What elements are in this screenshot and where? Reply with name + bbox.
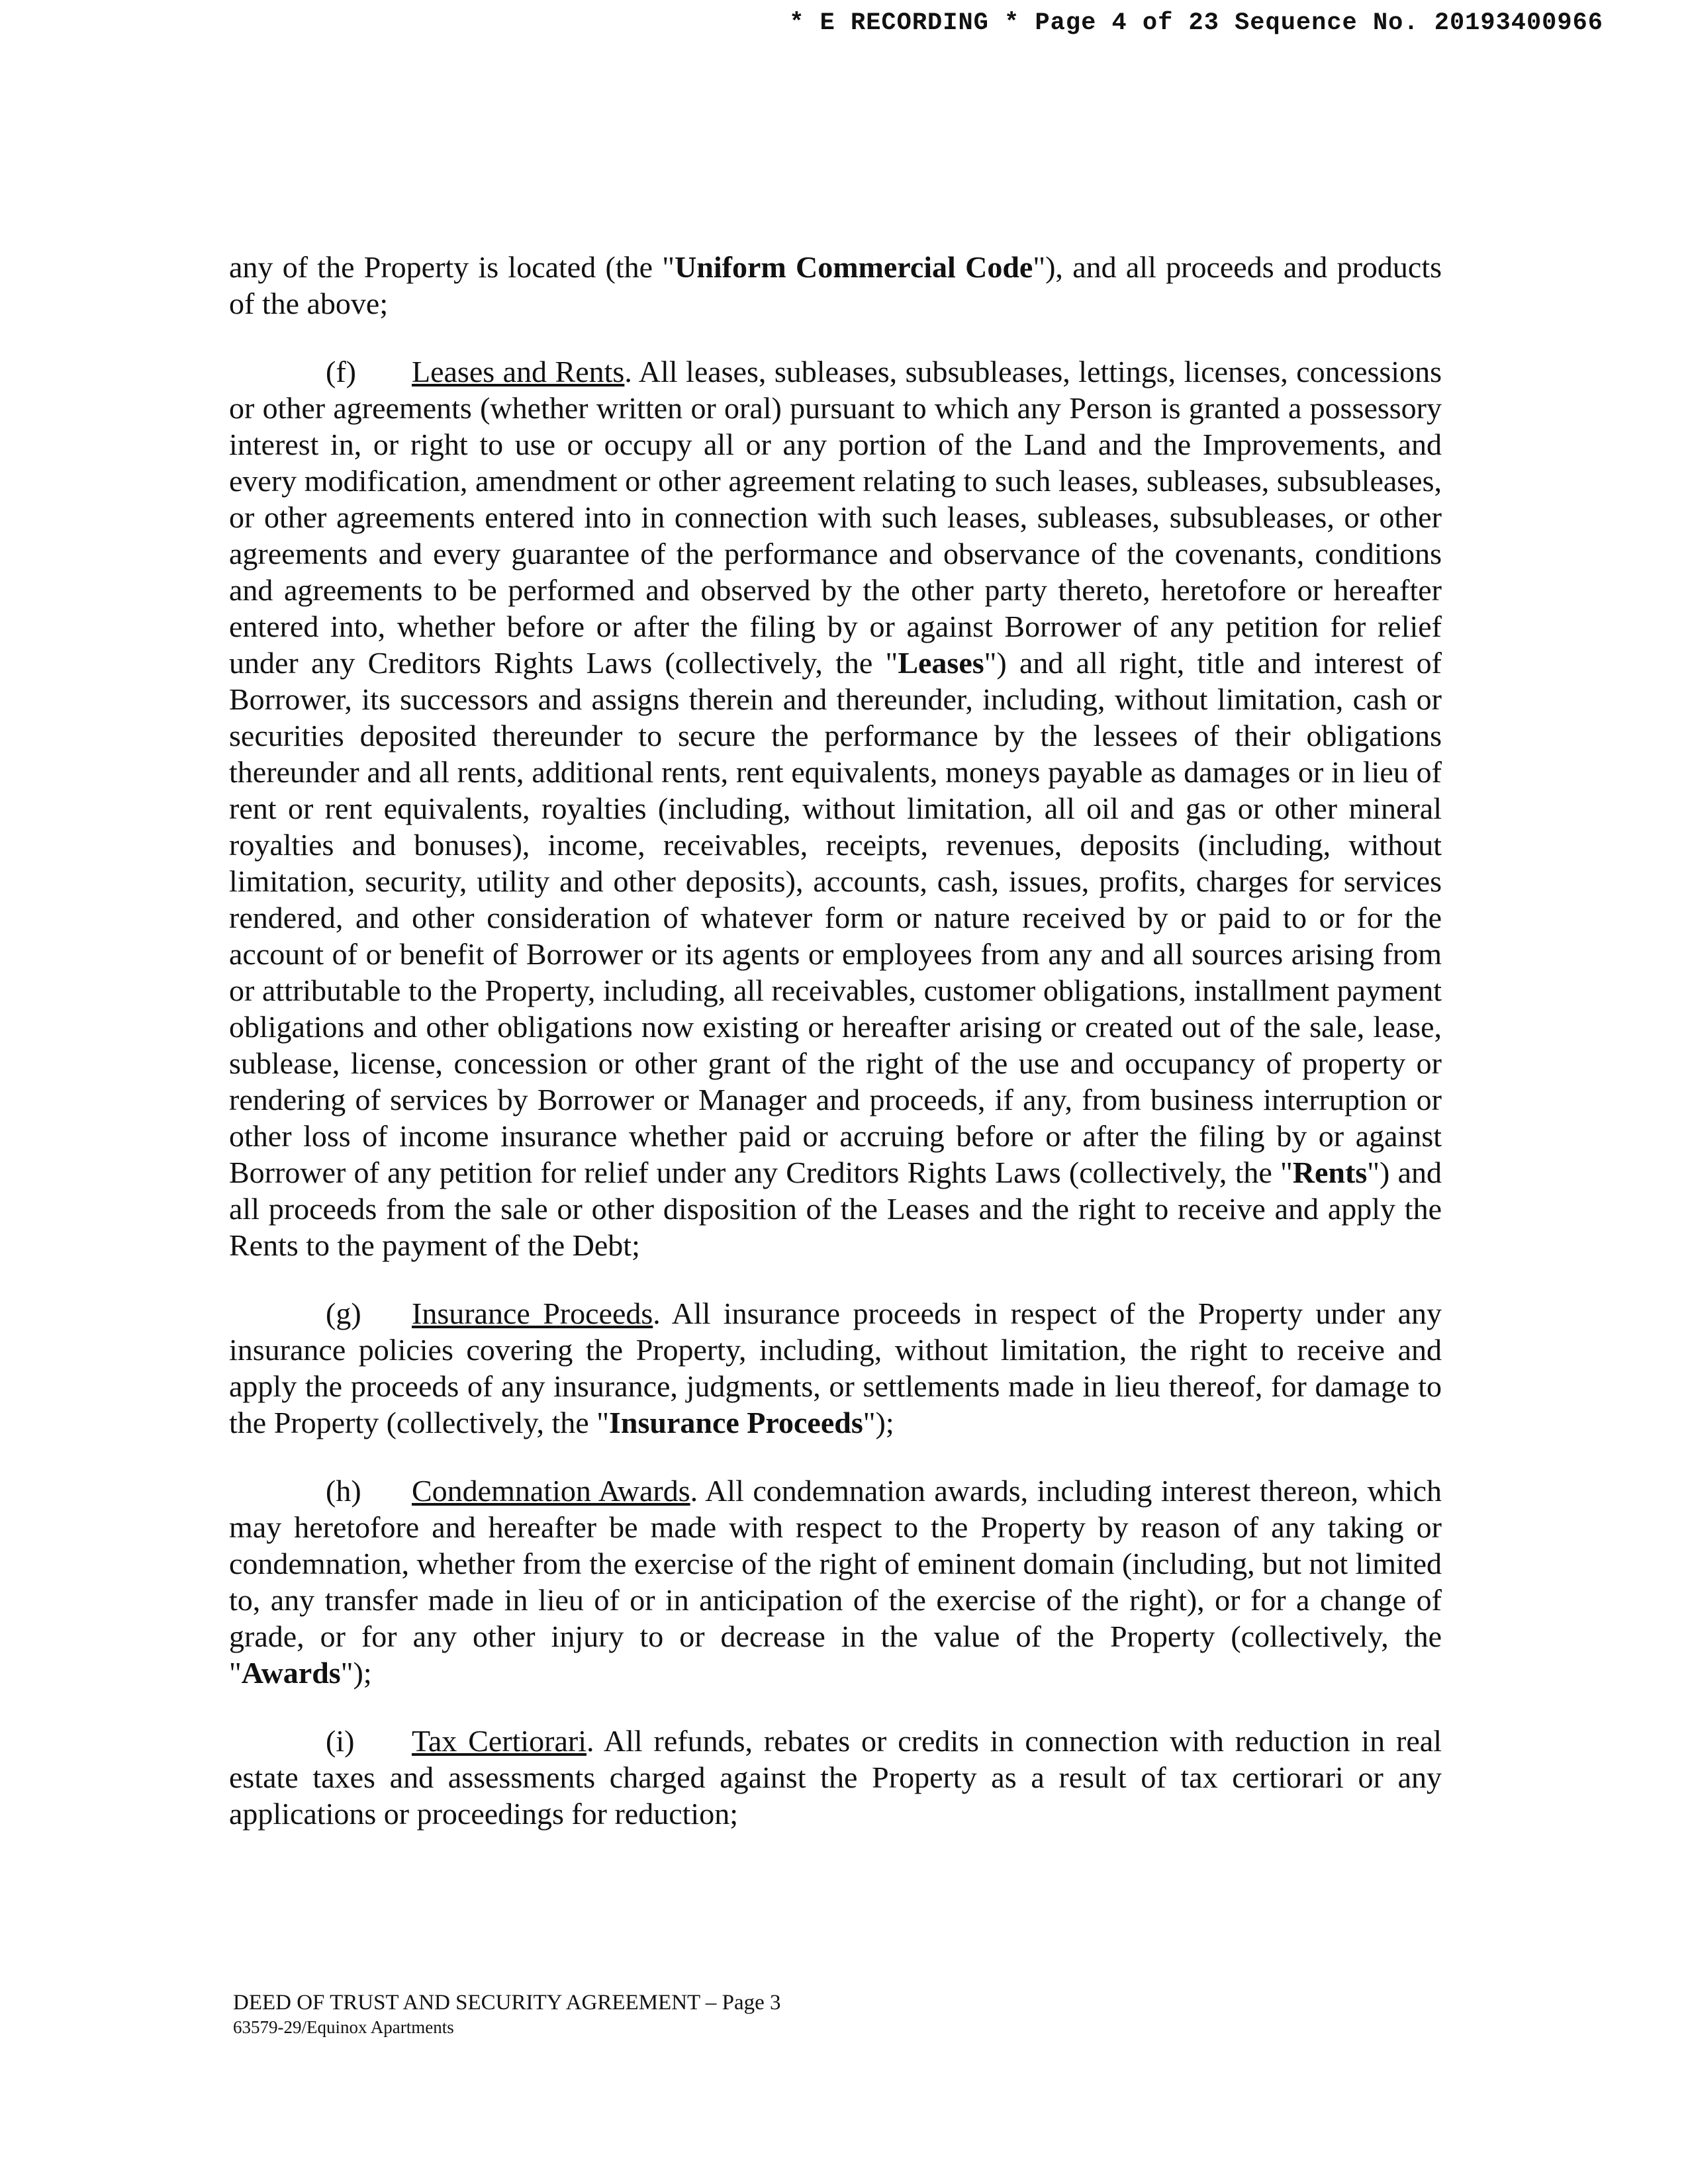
- text-run: ") and all right, title and interest of Borrower, its successors and assigns therein and thereunder, including, without limitation, cash or securities deposited thereunder to secure the performance by the lessees of their obligations thereunder and all rents, additional rents, rent equivalents, moneys payable as damages or in lieu of rent or rent equivalents, royalties (including, without limitation, all oil and gas or other mineral royalties and bonuses), income, receivables, receipts, revenues, deposits (including, without limitation, security, utility and other deposits), accounts, cash, issues, profits, charges for services rendered, and other consideration of whatever form or nature received by or paid to or for the account of or benefit of Borrower or its agents or employees from any and all sources arising from or attributable to the Property, including, all receivables, customer obligations, installment payment obligations and other obligations now existing or hereafter arising or created out of the sale, lease, sublease, license, concession or other grant of the right of the use and occupancy of property or rendering of services by Borrower or Manager and proceeds, if any, from business interruption or other loss of income insurance whether paid or accruing before or after the filing by or against Borrower of any petition for relief under any Creditors Rights Laws (collectively, the ": [229, 646, 1442, 1189]
- clause-heading-insurance-proceeds: Insurance Proceeds: [412, 1297, 653, 1330]
- text-run: . All refunds, rebates or credits in connection with reduction in real estate taxes and assessments charged against the Property as a result of tax certiorari or any applications or proceedings for reduction;: [229, 1724, 1442, 1831]
- footer-file-reference: 63579-29/Equinox Apartments: [233, 2017, 454, 2037]
- page-footer: [233, 1989, 780, 2038]
- clause-heading-tax-certiorari: Tax Certiorari: [412, 1724, 587, 1758]
- text-run: any of the Property is located (the ": [229, 250, 675, 284]
- text-run: . All insurance proceeds in respect of the Property under any insurance policies covering the Property, including, without limitation, the right to receive and apply the proceeds of any insurance, judgments, or settlements made in lieu thereof, for damage to the Property (collectively, the ": [229, 1297, 1442, 1439]
- defined-term-leases: Leases: [898, 646, 984, 680]
- clause-marker-f: (f): [326, 355, 356, 388]
- defined-term-insurance-proceeds: Insurance Proceeds: [609, 1406, 863, 1439]
- defined-term-rents: Rents: [1292, 1156, 1368, 1189]
- text-run: ");: [340, 1656, 372, 1690]
- paragraph-h-condemnation-awards: [229, 1473, 1442, 1691]
- clause-heading-leases-and-rents: Leases and Rents: [412, 355, 625, 388]
- text-run: . All condemnation awards, including interest thereon, which may heretofore and hereafter be made with respect to the Property by reason of any taking or condemnation, whether from the exercise of the right of eminent domain (including, but not limited to, any transfer made in lieu of or in anticipation of the exercise of the right), or for a change of grade, or for any other injury to or decrease in the value of the Property (collectively, the ": [229, 1474, 1442, 1690]
- clause-marker-h: (h): [326, 1474, 361, 1508]
- clause-marker-i: (i): [326, 1724, 355, 1758]
- paragraph-i-tax-certiorari: [229, 1723, 1442, 1832]
- defined-term-awards: Awards: [241, 1656, 341, 1690]
- text-run: "), and all proceeds and products of the above;: [229, 250, 1442, 320]
- defined-term-uniform-commercial-code: Uniform Commercial Code: [675, 250, 1033, 284]
- text-run: ");: [863, 1406, 894, 1439]
- recording-header: * E RECORDING * Page 4 of 23 Sequence No. 20193400966: [789, 9, 1603, 37]
- footer-document-title: DEED OF TRUST AND SECURITY AGREEMENT – Page 3: [233, 1991, 781, 2015]
- paragraph-g-insurance-proceeds: [229, 1295, 1442, 1441]
- paragraph-continuation: [229, 249, 1442, 322]
- text-run: . All leases, subleases, subsubleases, lettings, licenses, concessions or other agreements (whether written or oral) pursuant to which any Person is granted a possessory interest in, or right to use or occupy all or any portion of the Land and the Improvements, and every modification, amendment or other agreement relating to such leases, subleases, subsubleases, or other agreements entered into in connection with such leases, subleases, subsubleases, or other agreements and every guarantee of the performance and observance of the covenants, conditions and agreements to be performed and observed by the other party thereto, heretofore or hereafter entered into, whether before or after the filing by or against Borrower of any petition for relief under any Creditors Rights Laws (collectively, the ": [229, 355, 1442, 680]
- text-run: ") and all proceeds from the sale or other disposition of the Leases and the right to receive and apply the Rents to the payment of the Debt;: [229, 1156, 1442, 1262]
- clause-marker-g: (g): [326, 1297, 361, 1330]
- clause-heading-condemnation-awards: Condemnation Awards: [412, 1474, 690, 1508]
- document-body: [229, 249, 1442, 1864]
- paragraph-f-leases-and-rents: [229, 353, 1442, 1263]
